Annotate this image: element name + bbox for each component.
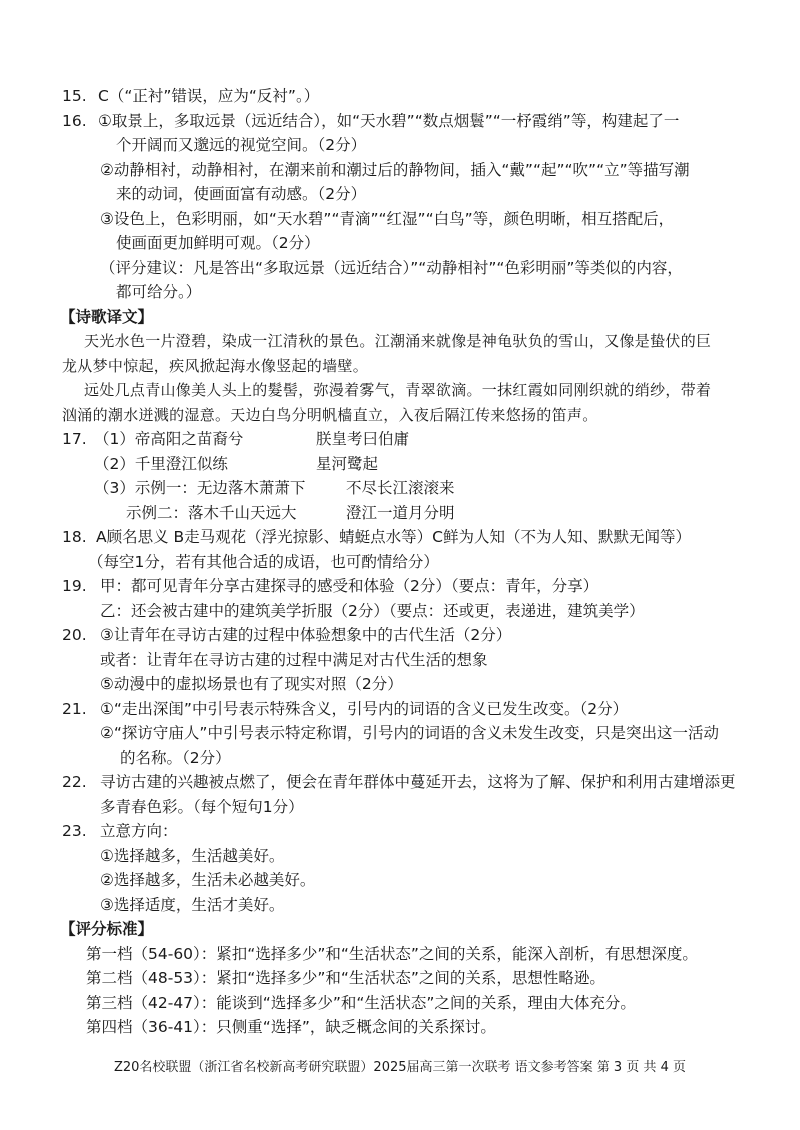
q17-text: 星河鹭起	[316, 454, 379, 473]
q20-number: 20.	[62, 626, 87, 644]
q23-line-3	[0, 868, 800, 893]
q16-text: 使画面更加鲜明可观。（2分）	[116, 234, 320, 252]
q16-text: ③设色上，色彩明丽，如“天水碧”“青滴”“红湿”“白鸟”等，颜色明晰，相互搭配后，	[100, 209, 675, 228]
q16-line-4	[0, 182, 800, 207]
q17-text: （2）千里澄江似练	[94, 454, 228, 473]
q17-row-1	[0, 427, 800, 452]
q21-line-1	[0, 697, 800, 722]
poem-text: 远处几点青山像美人头上的髮髻，弥漫着雾气，青翠欲滴。一抹红霞如同刚织就的绡纱，带着	[84, 381, 712, 399]
q16-line-7	[0, 256, 800, 281]
q23-line-1	[0, 819, 800, 844]
q16-text: 个开阔而又邈远的视觉空间。（2分）	[116, 136, 367, 154]
scoring-text: 第二档（48-53）：紧扣“选择多少”和“生活状态”之间的关系，思想性略逊。	[86, 969, 605, 987]
q19-line-1	[0, 574, 800, 599]
scoring-heading-line	[0, 917, 800, 942]
q16-number: 16.	[62, 111, 87, 130]
q16-text: ②动静相衬，动静相衬，在潮来前和潮过后的静物间，插入“戴”“起”“吹”“立”等描写潮	[100, 160, 690, 179]
q17-number: 17.	[62, 430, 87, 448]
poem-line-2	[0, 354, 800, 379]
q17-row-2	[0, 452, 800, 477]
q16-text: （评分建议：凡是答出“多取远景（远近结合）”“动静相衬”“色彩明丽”等类似的内容，	[100, 258, 683, 277]
q22-number: 22.	[62, 773, 87, 791]
q16-text: 来的动词，使画面富有动感。（2分）	[116, 185, 367, 203]
q21-line-2	[0, 721, 800, 746]
q15-answer: C（“正衬”错误，应为“反衬”。）	[98, 87, 320, 105]
scoring-text: 第一档（54-60）：紧扣“选择多少”和“生活状态”之间的关系，能深入剖析，有思想深度。	[86, 944, 698, 963]
q20-text: ③让青年在寻访古建的过程中体验想象中的古代生活（2分）	[100, 626, 512, 644]
q16-line-6	[0, 231, 800, 256]
q17-text: （1）帝高阳之苗裔兮	[94, 430, 244, 448]
q20-line-2	[0, 648, 800, 673]
scoring-line-2	[0, 966, 800, 991]
q18-text: （每空1分，若有其他合适的成语，也可酌情给分）	[88, 552, 439, 571]
poem-translation-heading: 【诗歌译文】	[60, 307, 154, 326]
page-footer: Z20名校联盟（浙江省名校新高考研究联盟）2025届高三第一次联考 语文参考答案 第 3 页 共 4 页	[113, 1060, 686, 1075]
q16-line-1	[0, 109, 800, 134]
q19-number: 19.	[62, 577, 87, 595]
scoring-line-3	[0, 991, 800, 1016]
q16-line-8	[0, 280, 800, 305]
q19-line-2	[0, 599, 800, 624]
q21-text: ①“走出深闺”中引号表示特殊含义，引号内的词语的含义已发生改变。（2分）	[100, 699, 629, 718]
q16-line-3	[0, 158, 800, 183]
poem-line-4	[0, 403, 800, 428]
q22-text: 寻访古建的兴趣被点燃了，便会在青年群体中蔓延开去，这将为了解、保护和利用古建增添更	[100, 773, 736, 791]
q16-line-2	[0, 133, 800, 158]
q18-number: 18.	[62, 528, 87, 546]
poem-line-1	[0, 329, 800, 354]
q17-row-3	[0, 476, 800, 501]
scoring-line-1	[0, 942, 800, 967]
q23-text: ②选择越多，生活未必越美好。	[100, 871, 316, 889]
q19-text: 乙：还会被古建中的建筑美学折服（2分）（要点：还或更，表递进，建筑美学）	[100, 601, 645, 620]
q20-text: ⑤动漫中的虚拟场景也有了现实对照（2分）	[100, 675, 403, 693]
q17-text: 澄江一道月分明	[346, 503, 455, 522]
poem-line-3	[0, 378, 800, 403]
q23-number: 23.	[62, 822, 87, 840]
scoring-text: 第三档（42-47）：能谈到“选择多少”和“生活状态”之间的关系，理由大体充分。	[86, 993, 636, 1012]
q15	[0, 84, 800, 109]
q22-line-2	[0, 795, 800, 820]
scoring-standard-heading: 【评分标准】	[60, 920, 154, 938]
q23-text: 立意方向：	[100, 822, 178, 840]
q18-text: A顾名思义 B走马观花（浮光掠影、蜻蜓点水等）C鲜为人知（不为人知、默默无闻等）	[96, 528, 691, 546]
q21-line-3	[0, 746, 800, 771]
q22-line-1	[0, 770, 800, 795]
answer-key-page	[0, 84, 800, 1040]
q19-text: 甲：都可见青年分享古建探寻的感受和体验（2分）（要点：青年，分享）	[100, 577, 599, 595]
q15-number: 15.	[62, 87, 87, 105]
q22-text: 多青春色彩。（每个短句1分）	[100, 797, 304, 816]
q17-text: 示例二：落木千山天远大	[126, 503, 297, 522]
q18-line-2	[0, 550, 800, 575]
poem-heading-line	[0, 305, 800, 330]
q21-number: 21.	[62, 699, 87, 718]
q17-text: （3）示例一：无边落木萧萧下	[94, 479, 306, 497]
q20-text: 或者：让青年在寻访古建的过程中满足对古代生活的想象	[100, 650, 488, 669]
scoring-line-4	[0, 1015, 800, 1040]
q23-text: ③选择适度，生活才美好。	[100, 895, 285, 914]
q23-text: ①选择越多，生活越美好。	[100, 846, 285, 865]
scoring-text: 第四档（36-41）：只侧重“选择”，缺乏概念间的关系探讨。	[86, 1018, 496, 1036]
q17-text: 不尽长江滚滚来	[346, 479, 455, 497]
q23-line-4	[0, 893, 800, 918]
poem-text: 天光水色一片澄碧，染成一江清秋的景色。江潮涌来就像是神龟驮负的雪山，又像是蛰伏的巨	[84, 332, 712, 350]
q18-line-1	[0, 525, 800, 550]
poem-text: 汹涌的潮水迸溅的湿意。天边白鸟分明帆樯直立，入夜后隔江传来悠扬的笛声。	[62, 405, 598, 424]
q20-line-1	[0, 623, 800, 648]
q23-line-2	[0, 844, 800, 869]
q21-text: 的名称。（2分）	[120, 748, 231, 767]
q17-row-4	[0, 501, 800, 526]
poem-text: 龙从梦中惊起，疾风掀起海水像竖起的墙壁。	[62, 356, 369, 375]
q17-text: 朕皇考曰伯庸	[316, 430, 410, 448]
q16-text: ①取景上，多取远景（远近结合），如“天水碧”“数点烟鬟”“一杼霞绡”等，构建起了一	[98, 111, 680, 130]
q16-line-5	[0, 207, 800, 232]
q21-text: ②“探访守庙人”中引号表示特定称谓，引号内的词语的含义未发生改变，只是突出这一活动	[100, 724, 719, 742]
q20-line-3	[0, 672, 800, 697]
q16-text: 都可给分。）	[116, 283, 202, 301]
